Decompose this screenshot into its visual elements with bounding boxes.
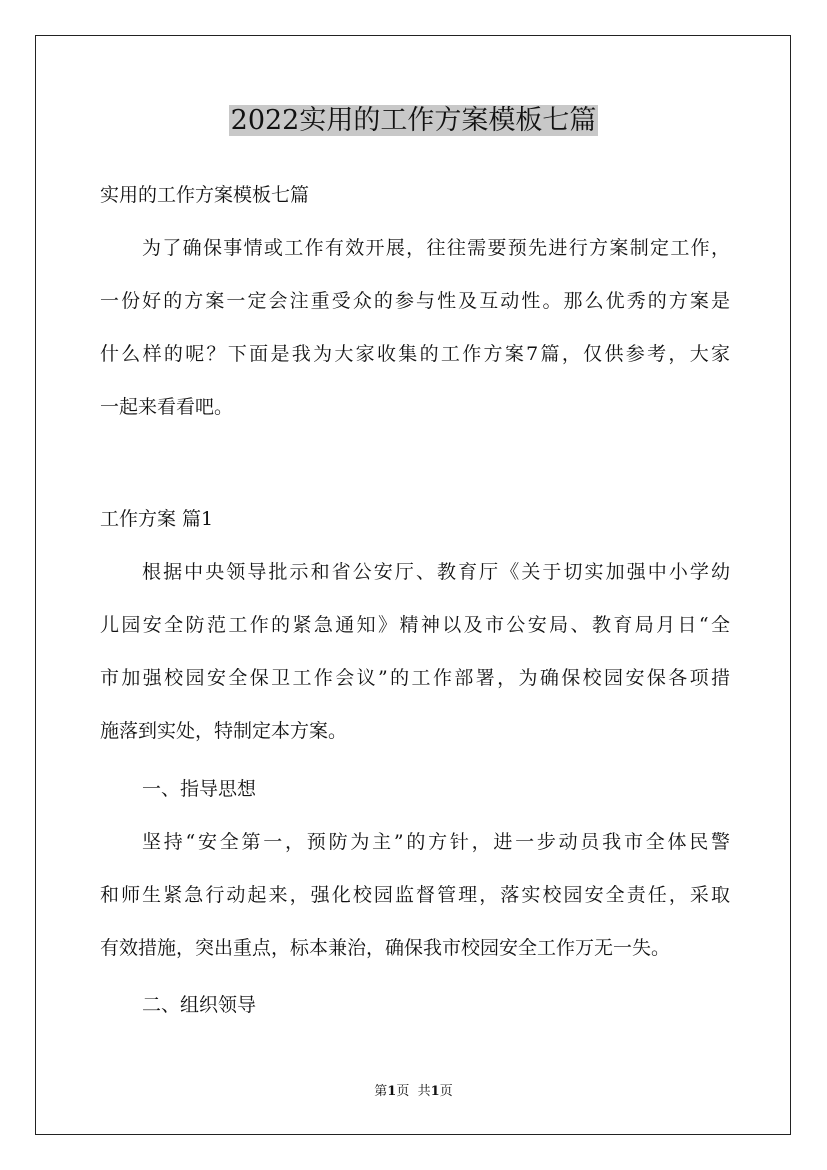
footer-total-suffix: 页	[439, 1084, 453, 1099]
heading-guiding-ideology: 一、指导思想	[142, 778, 257, 800]
guideline-paragraph-line-1: 坚持“安全第一，预防为主”的方针，进一步动员我市全体民警	[142, 831, 730, 853]
section-paragraph-line-2: 儿园安全防范工作的紧急通知》精神以及市公安局、教育局月日“全	[100, 614, 730, 636]
document-title-text: 2022实用的工作方案模板七篇	[230, 105, 597, 136]
intro-paragraph-line-3: 什么样的呢？下面是我为大家收集的工作方案7篇，仅供参考，大家	[100, 343, 730, 365]
intro-paragraph-line-2: 一份好的方案一定会注重受众的参与性及互动性。那么优秀的方案是	[100, 290, 730, 312]
document-title	[0, 100, 827, 142]
intro-paragraph-line-4: 一起来看看吧。	[100, 396, 234, 418]
section-paragraph-line-1: 根据中央领导批示和省公安厅、教育厅《关于切实加强中小学幼	[142, 561, 730, 583]
section-paragraph-line-4: 施落到实处，特制定本方案。	[100, 720, 348, 742]
heading-organization-leadership: 二、组织领导	[142, 994, 257, 1016]
guideline-paragraph-line-3: 有效措施，突出重点，标本兼治，确保我市校园安全工作万无一失。	[100, 937, 671, 959]
page-footer	[0, 1082, 827, 1102]
footer-page-prefix: 第	[374, 1084, 388, 1099]
footer-page-suffix: 页	[396, 1084, 410, 1099]
footer-page-number: 1	[387, 1084, 397, 1099]
guideline-paragraph-line-2: 和师生紧急行动起来，强化校园监督管理，落实校园安全责任，采取	[100, 884, 730, 906]
section-heading: 工作方案 篇1	[100, 508, 214, 530]
intro-paragraph-line-1: 为了确保事情或工作有效开展，往往需要预先进行方案制定工作，	[142, 237, 730, 259]
footer-total-prefix: 共	[417, 1084, 431, 1099]
document-subtitle: 实用的工作方案模板七篇	[100, 184, 310, 206]
footer-total-pages: 1	[430, 1084, 440, 1099]
section-paragraph-line-3: 市加强校园安全保卫工作会议”的工作部署，为确保校园安保各项措	[100, 667, 730, 689]
